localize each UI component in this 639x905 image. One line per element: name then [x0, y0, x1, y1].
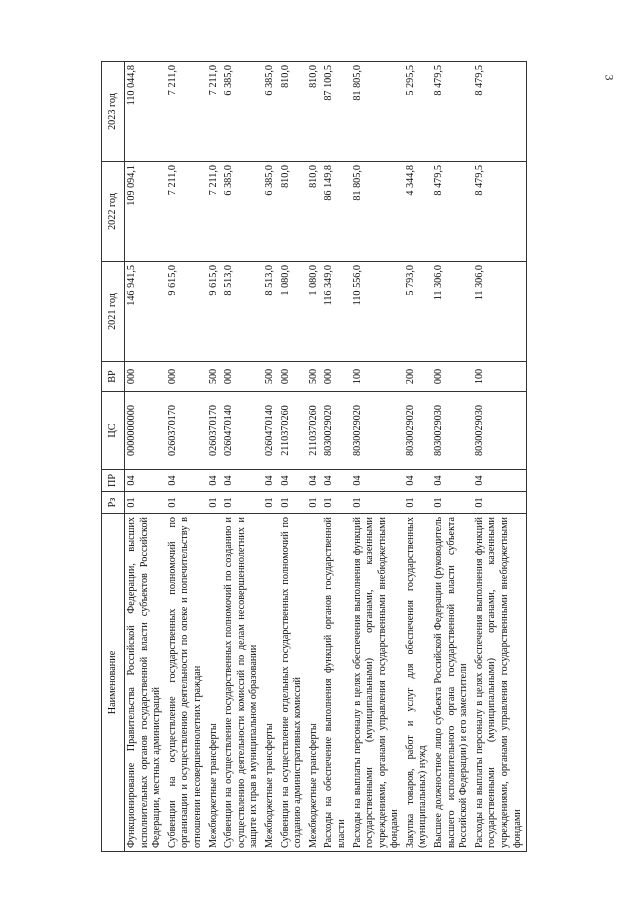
cell-y2022: 810,0: [307, 162, 323, 262]
header-2023: 2023 год: [102, 62, 125, 162]
table-row: [207, 62, 223, 852]
cell-cs: 8030029030: [432, 392, 473, 470]
table-row: [351, 62, 404, 852]
cell-y2021: 110 556,0: [351, 262, 404, 362]
cell-y2023: 87 100,5: [322, 62, 350, 162]
cell-y2021: 116 349,0: [322, 262, 350, 362]
table-row: [166, 62, 207, 852]
cell-cs: 8030029020: [404, 392, 432, 470]
table-row: [125, 62, 166, 852]
cell-name: Высшее должностное лицо субъекта Российской Федерации (руководитель высшего исполнительного органа государственной власти субъекта Российской Федерации) и его заместители: [432, 514, 473, 852]
cell-rz: 01: [432, 492, 473, 514]
cell-pr: 04: [222, 470, 263, 492]
cell-rz: 01: [166, 492, 207, 514]
page-number: 3: [602, 74, 617, 81]
cell-cs: 8030029020: [351, 392, 404, 470]
cell-y2023: 5 295,5: [404, 62, 432, 162]
header-2022: 2022 год: [102, 162, 125, 262]
cell-vr: 100: [473, 362, 527, 392]
cell-pr: 04: [263, 470, 279, 492]
cell-vr: 500: [207, 362, 223, 392]
cell-y2022: 81 805,0: [351, 162, 404, 262]
header-pr: ПР: [102, 470, 125, 492]
cell-name: Расходы на обеспечение выполнения функций органов государственной власти: [322, 514, 350, 852]
cell-vr: 500: [263, 362, 279, 392]
header-rz: Рз: [102, 492, 125, 514]
cell-y2023: 8 479,5: [432, 62, 473, 162]
cell-name: Субвенции на осуществление государственных полномочий по созданию и осуществлению деятельности комиссий по делам несовершеннолетних и защите их прав в муниципальном образовании: [222, 514, 263, 852]
cell-vr: 500: [307, 362, 323, 392]
cell-name: Закупка товаров, работ и услуг для обеспечения государственных (муниципальных) нужд: [404, 514, 432, 852]
cell-vr: 000: [125, 362, 166, 392]
cell-pr: 04: [432, 470, 473, 492]
cell-y2022: 7 211,0: [166, 162, 207, 262]
cell-y2022: 109 094,1: [125, 162, 166, 262]
cell-y2023: 7 211,0: [207, 62, 223, 162]
cell-y2023: 6 385,0: [263, 62, 279, 162]
cell-y2022: 7 211,0: [207, 162, 223, 262]
cell-y2023: 110 044,8: [125, 62, 166, 162]
cell-y2021: 8 513,0: [222, 262, 263, 362]
cell-y2021: 9 615,0: [207, 262, 223, 362]
cell-pr: 04: [307, 470, 323, 492]
cell-y2021: 11 306,0: [432, 262, 473, 362]
cell-y2022: 8 479,5: [473, 162, 527, 262]
cell-vr: 200: [404, 362, 432, 392]
rotated-page-content: [101, 62, 629, 852]
cell-y2021: 8 513,0: [263, 262, 279, 362]
cell-y2021: 146 941,5: [125, 262, 166, 362]
table-row: [263, 62, 279, 852]
cell-y2023: 8 479,5: [473, 62, 527, 162]
cell-name: Расходы на выплаты персоналу в целях обеспечения выполнения функций государственными (муниципальными) органами, казенными учреждениями, органами управления государственными внебюджетными фондами: [351, 514, 404, 852]
cell-y2023: 81 805,0: [351, 62, 404, 162]
cell-rz: 01: [207, 492, 223, 514]
cell-y2022: 810,0: [279, 162, 307, 262]
cell-y2022: 86 149,8: [322, 162, 350, 262]
cell-cs: 0260370170: [166, 392, 207, 470]
cell-cs: 8030029030: [473, 392, 527, 470]
table-body: [125, 62, 527, 852]
cell-vr: 000: [166, 362, 207, 392]
table-row: [473, 62, 527, 852]
cell-name: Субвенции на осуществление отдельных государственных полномочий по созданию административных комиссий: [279, 514, 307, 852]
table-row: [222, 62, 263, 852]
cell-rz: 01: [125, 492, 166, 514]
cell-y2023: 6 385,0: [222, 62, 263, 162]
cell-rz: 01: [322, 492, 350, 514]
cell-pr: 04: [473, 470, 527, 492]
cell-cs: 8030029020: [322, 392, 350, 470]
cell-rz: 01: [279, 492, 307, 514]
cell-rz: 01: [307, 492, 323, 514]
table-row: [279, 62, 307, 852]
cell-y2021: 1 080,0: [279, 262, 307, 362]
header-name: Наименование: [102, 514, 125, 852]
header-vr: ВР: [102, 362, 125, 392]
cell-pr: 04: [166, 470, 207, 492]
cell-name: Межбюджетные трансферты: [207, 514, 223, 852]
cell-y2022: 4 344,8: [404, 162, 432, 262]
table-row: [404, 62, 432, 852]
cell-name: Расходы на выплаты персоналу в целях обеспечения выполнения функций государственными (муниципальными) органами, казенными учреждениями, органами управления государственными внебюджетными фондами: [473, 514, 527, 852]
cell-pr: 04: [207, 470, 223, 492]
cell-pr: 04: [322, 470, 350, 492]
cell-y2021: 1 080,0: [307, 262, 323, 362]
cell-vr: 000: [222, 362, 263, 392]
cell-vr: 000: [432, 362, 473, 392]
cell-y2023: 7 211,0: [166, 62, 207, 162]
cell-name: Функционирование Правительства Российской Федерации, высших исполнительных органов государственной власти субъектов Российской Федерации, местных администраций: [125, 514, 166, 852]
table-row: [307, 62, 323, 852]
cell-cs: 2110370260: [279, 392, 307, 470]
cell-rz: 01: [351, 492, 404, 514]
cell-y2022: 6 385,0: [263, 162, 279, 262]
cell-pr: 04: [125, 470, 166, 492]
cell-pr: 04: [404, 470, 432, 492]
cell-rz: 01: [263, 492, 279, 514]
cell-y2022: 6 385,0: [222, 162, 263, 262]
table-row: [432, 62, 473, 852]
cell-cs: 0000000000: [125, 392, 166, 470]
cell-cs: 2110370260: [307, 392, 323, 470]
header-2021: 2021 год: [102, 262, 125, 362]
cell-rz: 01: [222, 492, 263, 514]
header-cs: ЦС: [102, 392, 125, 470]
cell-y2022: 8 479,5: [432, 162, 473, 262]
cell-y2021: 9 615,0: [166, 262, 207, 362]
cell-cs: 0260470140: [222, 392, 263, 470]
cell-rz: 01: [473, 492, 527, 514]
cell-y2023: 810,0: [307, 62, 323, 162]
table-header-row: [102, 62, 125, 852]
cell-vr: 100: [351, 362, 404, 392]
cell-cs: 0260470140: [263, 392, 279, 470]
cell-name: Межбюджетные трансферты: [307, 514, 323, 852]
cell-rz: 01: [404, 492, 432, 514]
cell-name: Межбюджетные трансферты: [263, 514, 279, 852]
cell-y2021: 5 793,0: [404, 262, 432, 362]
cell-y2021: 11 306,0: [473, 262, 527, 362]
budget-table: [101, 61, 527, 852]
cell-y2023: 810,0: [279, 62, 307, 162]
cell-pr: 04: [279, 470, 307, 492]
cell-name: Субвенции на осуществление государственных полномочий по организации и осуществлению деятельности по опеке и попечительству в отношении несовершеннолетних граждан: [166, 514, 207, 852]
cell-cs: 0260370170: [207, 392, 223, 470]
cell-vr: 000: [322, 362, 350, 392]
cell-vr: 000: [279, 362, 307, 392]
cell-pr: 04: [351, 470, 404, 492]
table-row: [322, 62, 350, 852]
